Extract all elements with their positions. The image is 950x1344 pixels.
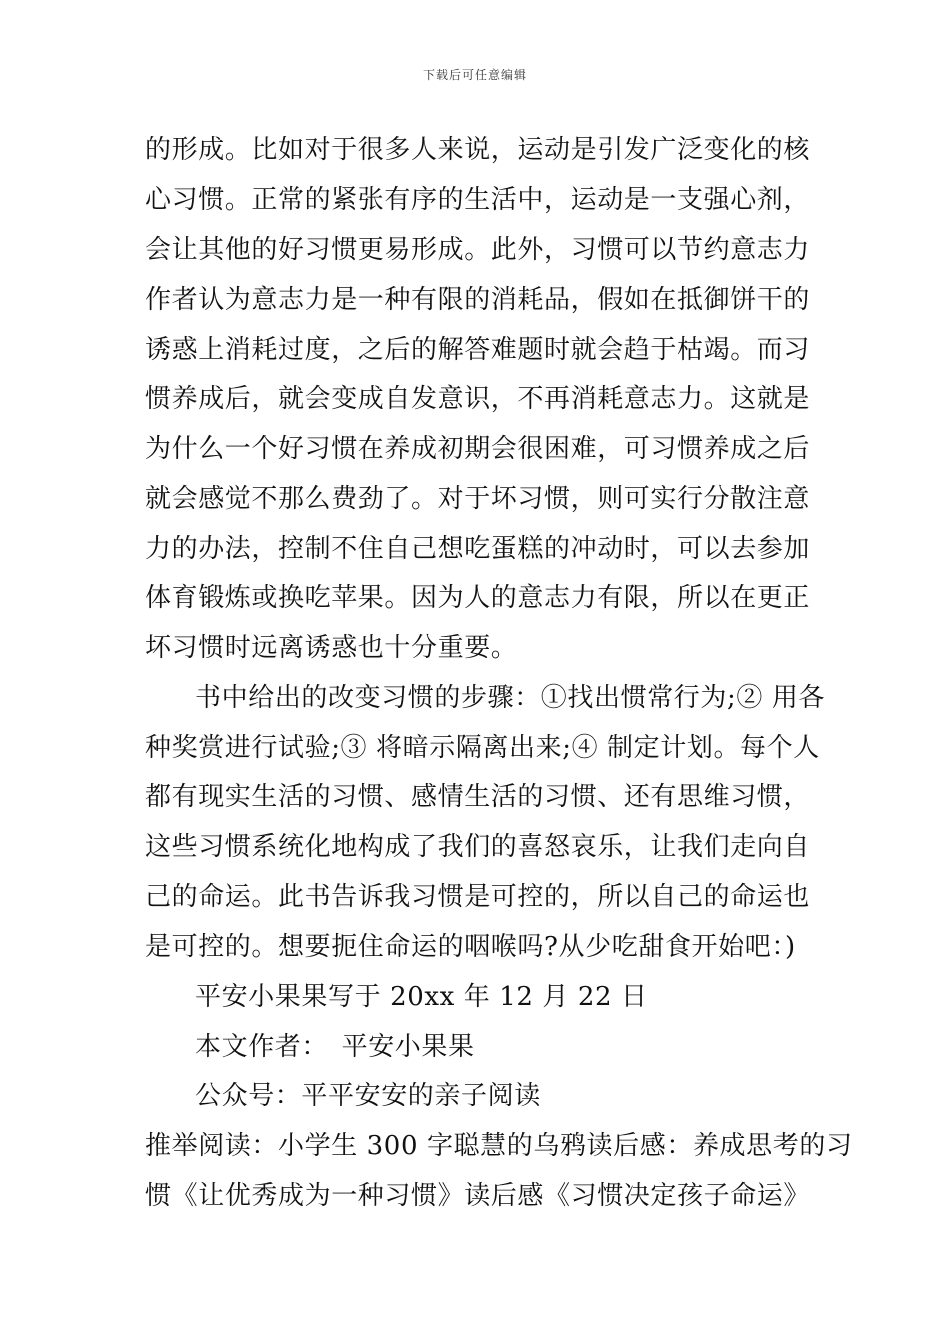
paragraph-1-line-7: 为什么一个好习惯在养成初期会很困难，可习惯养成之后	[145, 434, 811, 464]
paragraph-2-line-5: 己的命运。此书告诉我习惯是可控的，所以自己的命运也	[145, 882, 811, 912]
paragraph-1-line-9: 力的办法，控制不住自己想吃蛋糕的冲动时，可以去参加	[145, 534, 811, 564]
paragraph-1-line-1: 的形成。比如对于很多人来说，运动是引发广泛变化的核	[145, 135, 811, 165]
paragraph-2-line-1: 书中给出的改变习惯的步骤：①找出惯常行为;② 用各	[195, 683, 826, 713]
signature-author: 本文作者： 平安小果果	[195, 1032, 475, 1062]
paragraph-1-line-8: 就会感觉不那么费劲了。对于坏习惯，则可实行分散注意	[145, 484, 811, 514]
paragraph-1-line-4: 作者认为意志力是一种有限的消耗品，假如在抵御饼干的	[145, 285, 811, 315]
paragraph-2-line-6: 是可控的。想要扼住命运的咽喉吗?从少吃甜食开始吧：)	[145, 932, 796, 962]
paragraph-1-line-10: 体育锻炼或换吃苹果。因为人的意志力有限，所以在更正	[145, 583, 811, 613]
paragraph-2-line-2: 种奖赏进行试验;③ 将暗示隔离出来;④ 制定计划。每个人	[145, 733, 820, 763]
paragraph-1-line-11: 坏习惯时远离诱惑也十分重要。	[145, 633, 518, 663]
recommend-line-2: 惯《让优秀成为一种习惯》读后感《习惯决定孩子命运》	[145, 1181, 811, 1211]
recommend-line-1: 推举阅读：小学生 300 字聪慧的乌鸦读后感：养成思考的习	[145, 1131, 853, 1161]
paragraph-1-line-3: 会让其他的好习惯更易形成。此外，习惯可以节约意志力	[145, 235, 811, 265]
paragraph-1-line-5: 诱惑上消耗过度，之后的解答难题时就会趋于枯竭。而习	[145, 335, 811, 365]
page-header: 下载后可任意编辑	[422, 68, 527, 82]
signature-account: 公众号：平平安安的亲子阅读	[195, 1081, 541, 1111]
signature-date: 平安小果果写于 20xx 年 12 月 22 日	[195, 982, 648, 1012]
paragraph-2-line-3: 都有现实生活的习惯、感情生活的习惯、还有思维习惯，	[145, 782, 811, 812]
paragraph-1-line-6: 惯养成后，就会变成自发意识，不再消耗意志力。这就是	[145, 384, 811, 414]
paragraph-2-line-4: 这些习惯系统化地构成了我们的喜怒哀乐，让我们走向自	[145, 832, 811, 862]
paragraph-1-line-2: 心习惯。正常的紧张有序的生活中，运动是一支强心剂，	[145, 185, 811, 215]
